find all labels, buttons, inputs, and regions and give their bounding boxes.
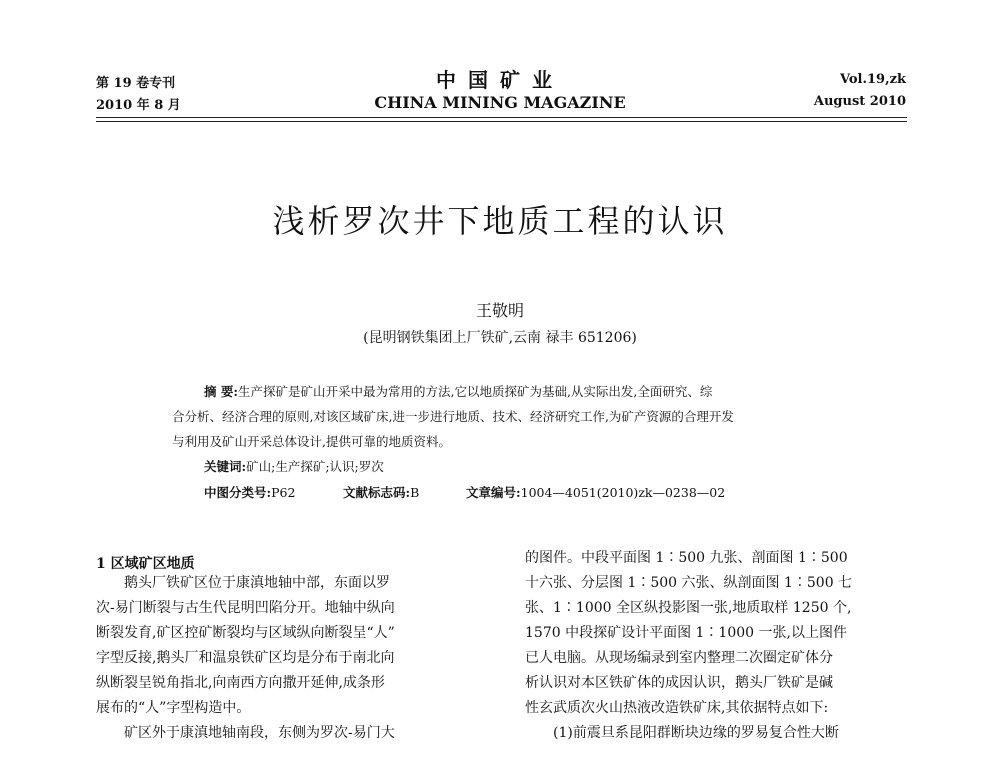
header-volume: Vol.19,zk xyxy=(839,72,906,87)
classification xyxy=(204,484,295,502)
body-line: 纵断裂呈锐角指北,向南西方向撒开延伸,成条形 xyxy=(96,675,385,691)
body-line: 张、1∶1000 全区纵投影图一张,地质取样 1250 个, xyxy=(525,600,852,616)
body-line: 的图件。中段平面图 1∶500 九张、剖面图 1∶500 xyxy=(525,550,848,566)
body-column-left xyxy=(96,571,490,746)
body-line: 次-易门断裂与古生代昆明凹陷分开。地轴中纵向 xyxy=(96,600,395,616)
body-line: 析认识对本区铁矿体的成因认识，鹅头厂铁矿是碱 xyxy=(525,675,833,691)
article-number xyxy=(466,484,725,502)
art-label: 文章编号: xyxy=(466,485,521,500)
doc-code xyxy=(343,484,419,502)
journal-title-cn: 中国矿业 xyxy=(436,68,564,92)
doc-value: B xyxy=(410,485,420,500)
body-line: 十六张、分层图 1∶500 六张、纵剖面图 1∶500 七 xyxy=(525,575,853,591)
doc-label: 文献标志码: xyxy=(343,485,411,500)
clc-value: P62 xyxy=(271,485,296,500)
body-line: (1)前震旦系昆阳群断块边缘的罗易复合性大断 xyxy=(525,725,839,741)
abstract-line: 与利用及矿山开采总体设计,提供可靠的地质资料。 xyxy=(172,434,451,449)
header-issue: 第 19 卷专刊 xyxy=(96,76,176,91)
keywords-value: 矿山;生产探矿;认识;罗次 xyxy=(246,459,384,474)
section-heading: 1 区域矿区地质 xyxy=(96,556,195,572)
keywords xyxy=(204,458,384,476)
header-rule-bottom xyxy=(96,121,907,122)
body-line: 矿区外于康滇地轴南段，东侧为罗次-易门大 xyxy=(96,725,395,741)
art-value: 1004—4051(2010)zk—0238—02 xyxy=(520,485,726,500)
header-date: 2010 年 8 月 xyxy=(96,98,181,113)
journal-title-en: CHINA MINING MAGAZINE xyxy=(374,93,626,112)
author-name: 王敬明 xyxy=(475,301,524,320)
abstract-text: 生产探矿是矿山开采中最为常用的方法,它以地质探矿为基础,从实际出发,全面研究、综 xyxy=(237,384,713,399)
body-line: 1570 中段探矿设计平面图 1∶1000 一张,以上图件 xyxy=(525,625,847,641)
body-line: 展布的“人”字型构造中。 xyxy=(96,700,251,716)
abstract-line xyxy=(204,383,712,401)
abstract-line: 合分析、经济合理的原则,对该区域矿床,进一步进行地质、技术、经济研究工作,为矿产资源的合理开发 xyxy=(172,409,734,424)
article-title: 浅析罗次井下地质工程的认识 xyxy=(272,202,728,240)
body-line: 已人电脑。从现场编录到室内整理二次圈定矿体分 xyxy=(525,650,833,666)
header-rule-top xyxy=(96,117,907,118)
body-column-right xyxy=(525,546,917,746)
clc-label: 中图分类号: xyxy=(204,485,272,500)
body-line: 字型反接,鹅头厂和温泉铁矿区均是分布于南北向 xyxy=(96,650,395,666)
header-month: August 2010 xyxy=(813,94,906,109)
body-line: 鹅头厂铁矿区位于康滇地轴中部，东面以罗 xyxy=(96,575,390,591)
author-affiliation: (昆明钢铁集团上厂铁矿,云南 禄丰 651206) xyxy=(363,330,637,346)
body-line: 性玄武质次火山热液改造铁矿床,其依据特点如下: xyxy=(525,700,829,716)
keywords-label: 关键词: xyxy=(204,459,247,474)
abstract-label: 摘 要: xyxy=(204,384,238,399)
body-line: 断裂发育,矿区控矿断裂均与区域纵向断裂呈“人” xyxy=(96,625,395,641)
